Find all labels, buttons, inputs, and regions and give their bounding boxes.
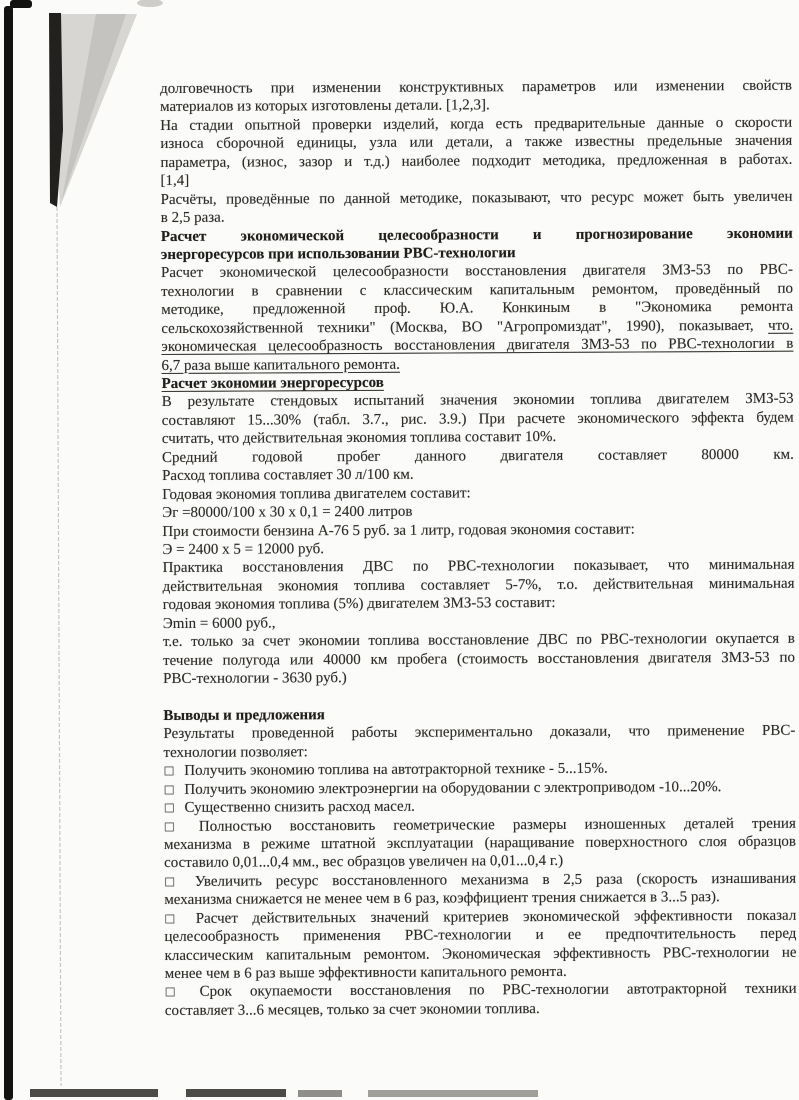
text-line: составляет 3...6 месяцев, только за счет экономии топлива. bbox=[164, 1000, 540, 1019]
text-line: Э = 2400 х 5 = 12000 руб. bbox=[162, 541, 325, 558]
document-text bbox=[160, 77, 797, 1021]
text-line: т.е. только за счет экономии топлива восстановление ДВС по РВС-технологии окупается в bbox=[162, 630, 795, 651]
spine-crease-line bbox=[57, 207, 61, 1086]
text-line: Средний годовой пробег данного двигателя составляет 80000 км. bbox=[161, 446, 794, 466]
heading-line: Расчет экономии энергоресурсов bbox=[161, 374, 384, 392]
text-line: Практика восстановления ДВС по РВС-технологии показывает, что минимальная bbox=[162, 557, 795, 577]
bottom-mark bbox=[30, 1089, 158, 1097]
text-line: [1,4] bbox=[160, 173, 190, 190]
text-line: В результате стендовых испытаний значения экономии топлива двигателем ЗМЗ-53 bbox=[161, 391, 794, 411]
text-line: составляют 15...30% (табл. 3.7., рис. 3.9.) При расчете экономического эффекта будем bbox=[161, 409, 794, 429]
text-line: Эг =80000/100 х 30 х 0,1 = 2400 литров bbox=[162, 503, 413, 522]
text-line: материалов из которых изготовлены детали. [1,2,3]. bbox=[160, 97, 490, 116]
text-line: целесообразность применения РВС-технологии и ее предпочтительность перед bbox=[164, 925, 797, 946]
bullet-line: □ Срок окупаемости восстановления по РВС-технологии автотракторной техники bbox=[164, 981, 797, 1001]
text-line: технологии позволяет: bbox=[163, 743, 308, 761]
bullet-square-icon: □ bbox=[163, 781, 175, 796]
heading-line: энергоресурсов при использовании РВС-технологии bbox=[160, 245, 516, 263]
bullet-square-icon: □ bbox=[164, 984, 176, 999]
heading-line: Расчет экономической целесообразности и прогнозирование экономии bbox=[160, 225, 793, 245]
text-line: технологии в сравнении с классическим капитальным ремонтом, проведённый по bbox=[161, 280, 794, 300]
bullet-line: □ Получить экономию топлива на автотракторной технике - 5...15%. bbox=[163, 760, 608, 780]
text-line: считать, что действительная экономия топлива составит 10%. bbox=[161, 429, 557, 448]
bullet-line: □ Расчет действительных значений критериев экономической эффективности показал bbox=[164, 907, 797, 927]
text-line: долговечность при изменении конструктивных параметров или изменении свойств bbox=[160, 77, 793, 97]
text-line: действительная экономия топлива составляет 5-7%, т.о. действительная минимальная bbox=[162, 575, 795, 595]
bullet-line: □ Получить экономию электроэнергии на оборудовании с электроприводом -10...20%. bbox=[163, 778, 722, 798]
bullet-square-icon: □ bbox=[163, 763, 175, 778]
text-line: Результаты проведенной работы экспериментально доказали, что применение РВС- bbox=[163, 722, 796, 743]
text-line: параметра, (износ, зазор и т.д.) наиболее подходит методика, предложенная в работах. bbox=[160, 151, 793, 171]
text-line: 6,7 раза выше капитального ремонта. bbox=[161, 356, 400, 374]
page-edge-strip bbox=[4, 6, 13, 1100]
bottom-mark bbox=[298, 1090, 342, 1097]
text-line: Годовая экономия топлива двигателем составит: bbox=[162, 485, 471, 503]
text-line: в 2,5 раза. bbox=[160, 209, 225, 227]
text-line: На стадии опытной проверки изделий, когда есть предварительные данные о скорости bbox=[160, 114, 793, 134]
bottom-mark bbox=[186, 1089, 286, 1097]
text-line: Расчет экономической целесообразности восстановления двигателя ЗМЗ-53 по РВС- bbox=[160, 262, 793, 282]
text-line: Расчёты, проведённые по данной методике, показывают, что ресурс может быть увеличен bbox=[160, 188, 793, 208]
text-line: Эmin = 6000 руб., bbox=[162, 615, 276, 632]
text-line: методике, предложенной проф. Ю.А. Конкиным в "Экономика ремонта bbox=[161, 298, 794, 319]
bullet-line: □ Полностью восстановить геометрические размеры изношенных деталей трения bbox=[163, 815, 796, 835]
text-line: менее чем в 6 раз выше эффективности капитального ремонта. bbox=[164, 963, 567, 982]
top-smudge bbox=[137, 0, 163, 7]
bullet-square-icon: □ bbox=[163, 818, 175, 833]
bottom-mark bbox=[368, 1090, 538, 1097]
text-line: классическим капитальным ремонтом. Экономическая эффективность РВС-технологии не bbox=[164, 944, 797, 964]
bullet-square-icon: □ bbox=[164, 873, 176, 888]
bullet-line: □ Увеличить ресурс восстановленного механизма в 2,5 раза (скорость изнашивания bbox=[164, 870, 797, 890]
text-line: Расход топлива составляет 30 л/100 км. bbox=[162, 466, 414, 485]
text-line: сельскохозяйственной техники" (Москва, ВО "Агропромиздат", 1990), показывает, что. bbox=[161, 317, 794, 337]
text-line: механизма в режиме штатной эксплуатации (наращивание поверхностного слоя образцов bbox=[163, 833, 796, 853]
bullet-square-icon: □ bbox=[163, 799, 175, 815]
heading-line: Выводы и предложения bbox=[163, 707, 325, 724]
bullet-line: □ Существенно снизить расход масел. bbox=[163, 798, 415, 816]
text-line: годовая экономия топлива (5%) двигателем ЗМЗ-53 составит: bbox=[162, 595, 556, 614]
text-line: экономическая целесообразность восстановления двигателя ЗМЗ-53 по РВС-технологии в bbox=[161, 335, 794, 356]
text-line: течение полугода или 40000 км пробега (стоимость восстановления двигателя ЗМЗ-53 по bbox=[162, 649, 795, 669]
text-line: механизма снижается не менее чем в 6 раз, коэффициент трения снижается в 3...5 раз). bbox=[164, 889, 720, 909]
bullet-square-icon: □ bbox=[164, 910, 176, 925]
text-line: составило 0,01...0,4 мм., вес образцов увеличен на 0,01...0,4 г.) bbox=[164, 853, 564, 872]
text-line: износа сборочной единицы, узла или детали, а также известны предельные значения bbox=[160, 133, 793, 153]
page-edge-corner bbox=[10, 0, 32, 8]
text-line: При стоимости бензина А-76 5 руб. за 1 литр, годовая экономия составит: bbox=[162, 521, 635, 540]
text-line: РВС-технологии - 3630 руб.) bbox=[163, 670, 347, 687]
